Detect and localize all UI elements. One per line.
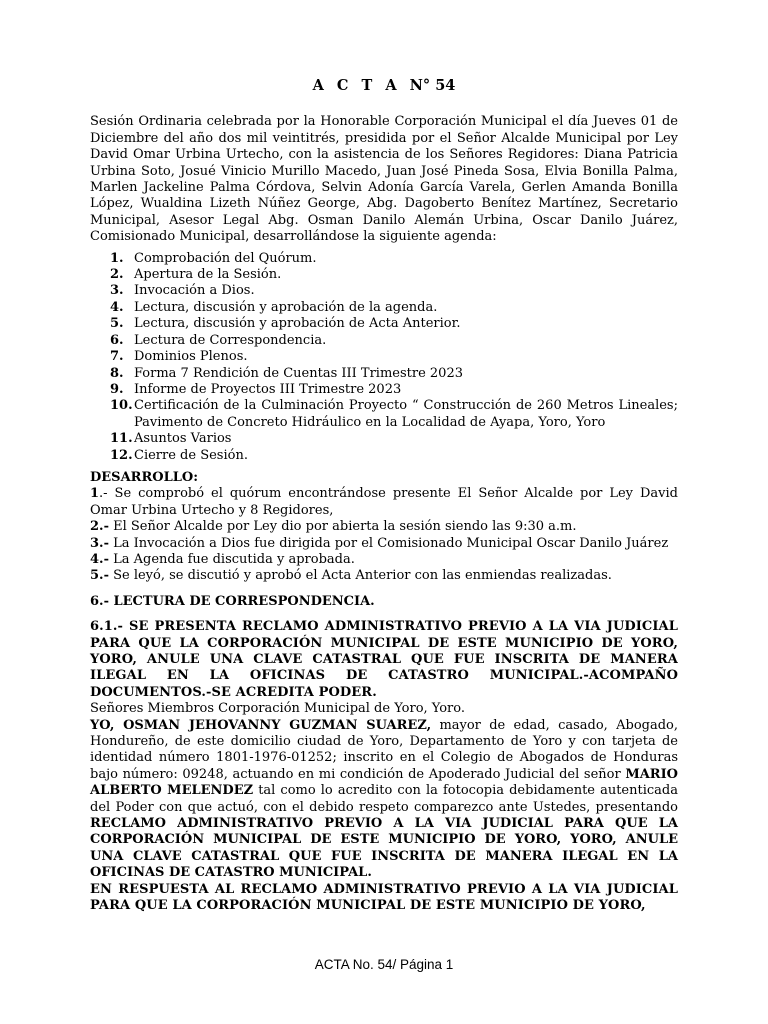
agenda-text: Comprobación del Quórum. [134, 250, 317, 266]
agenda-number: 12. [110, 447, 133, 463]
lawyer-name: YO, OSMAN JEHOVANNY GUZMAN SUAREZ, [90, 717, 432, 733]
agenda-number: 7. [110, 349, 124, 365]
agenda-item [90, 283, 678, 299]
desarrollo-heading: DESARROLLO: [90, 469, 198, 485]
page-footer: ACTA No. 54/ Página 1 [314, 957, 454, 972]
agenda-item [90, 398, 678, 431]
body-paragraph [90, 718, 678, 882]
agenda-number: 1. [110, 250, 124, 266]
response-paragraph: EN RESPUESTA AL RECLAMO ADMINISTRATIVO PREVIO A LA VIA JUDICIAL PARA QUE LA CORPORACIÓN MUNICIPAL DE ESTE MUNICIPIO DE YORO, [90, 881, 678, 914]
spacer [90, 585, 678, 594]
desarrollo-section [90, 470, 678, 585]
desarrollo-item [90, 568, 678, 584]
desarrollo-text: El Señor Alcalde por Ley dio por abierta la sesión siendo las 9:30 a.m. [108, 519, 577, 535]
agenda-number: 9. [110, 381, 124, 397]
agenda-item [90, 300, 678, 316]
agenda-item [90, 251, 678, 267]
agenda-text: Forma 7 Rendición de Cuentas III Trimestre 2023 [134, 365, 463, 381]
agenda-number: 10. [110, 398, 133, 414]
agenda-item [90, 382, 678, 398]
agenda-item [90, 333, 678, 349]
agenda-text: Cierre de Sesión. [134, 447, 248, 463]
desarrollo-item [90, 519, 678, 535]
agenda-number: 11. [110, 431, 133, 447]
salutation: Señores Miembros Corporación Municipal de Yoro, Yoro. [90, 701, 466, 717]
agenda-text: Certificación de la Culminación Proyecto “ Construcción de 260 Metros Lineales; Pavimento de Concreto Hidráulico en la Localidad de Ayapa, Yoro, Yoro [134, 398, 678, 430]
agenda-text: Lectura, discusión y aprobación de la agenda. [134, 299, 438, 315]
agenda-text: Asuntos Varios [134, 431, 232, 447]
agenda-text: Dominios Plenos. [134, 349, 248, 365]
agenda-number: 3. [110, 283, 124, 299]
correspondencia-subheading: 6.1.- SE PRESENTA RECLAMO ADMINISTRATIVO PREVIO A LA VIA JUDICIAL PARA QUE LA CORPORACIÓN MUNICIPAL DE ESTE MUNICIPIO DE YORO, YORO, ANULE UNA CLAVE CATASTRAL QUE FUE INSCRITA DE MANERA ILEGAL EN LA OFICINAS DE CATASTRO MUNICIPAL.-ACOMPAÑO DOCUMENTOS.-SE ACREDITA PODER. [90, 619, 678, 700]
agenda-item [90, 431, 678, 447]
agenda-number: 2. [110, 267, 124, 283]
claim-text: RECLAMO ADMINISTRATIVO PREVIO A LA VIA JUDICIAL PARA QUE LA CORPORACIÓN MUNICIPAL DE ESTE MUNICIPIO DE YORO, YORO, ANULE UNA CLAVE CATASTRAL QUE FUE INSCRITA DE MANERA ILEGAL EN LA OFICINAS DE CATASTRO MUNICIPAL. [90, 816, 678, 881]
intro-paragraph: Sesión Ordinaria celebrada por la Honorable Corporación Municipal el día Jueves 01 de Diciembre del año dos mil veintitrés, presidida por el Señor Alcalde Municipal por Ley David Omar Urbina Urtecho, con la asistencia de los Señores Regidores: Diana Patricia Urbina Soto, Josué Vinicio Murillo Macedo, Juan José Pineda Sosa, Elvia Bonilla Palma, Marlen Jackeline Palma Córdova, Selvin Adonía García Varela, Gerlen Amanda Bonilla López, Wualdina Lizeth Núñez George, Abg. Dagoberto Benítez Martínez, Secretario Municipal, Asesor Legal Abg. Osman Danilo Alemán Urbina, Oscar Danilo Juárez, Comisionado Municipal, desarrollándose la siguiente agenda: [90, 114, 678, 245]
desarrollo-number: 2.- [90, 519, 109, 535]
desarrollo-number: 1 [90, 486, 100, 502]
desarrollo-item [90, 552, 678, 568]
desarrollo-text: La Invocación a Dios fue dirigida por el Comisionado Municipal Oscar Danilo Juárez [108, 535, 669, 551]
agenda-text: Informe de Proyectos III Trimestre 2023 [134, 381, 402, 397]
client-name: MARIO ALBERTO MELENDEZ [90, 766, 678, 799]
title-prefix: A C T A [312, 77, 401, 94]
agenda-item [90, 366, 678, 382]
desarrollo-item [90, 486, 678, 519]
body-text-1: mayor de edad, casado, Abogado, Hondureño, de este domicilio ciudad de Yoro, Departamento de Yoro y con tarjeta de identidad número 1801-1976-01252; inscrito en el Colegio de Abogados de Honduras bajo número: 09248, actuando en mi condición de Apoderado Judicial del señor [90, 717, 679, 782]
desarrollo-text: La Agenda fue discutida y aprobada. [108, 551, 355, 567]
agenda-item [90, 448, 678, 464]
agenda-number: 5. [110, 316, 124, 332]
agenda-text: Lectura, discusión y aprobación de Acta Anterior. [134, 316, 461, 332]
agenda-text: Apertura de la Sesión. [134, 267, 282, 283]
title-number: N° 54 [409, 77, 456, 94]
desarrollo-number: 3.- [90, 535, 109, 551]
page-content [90, 78, 678, 915]
desarrollo-text: Se leyó, se discutió y aprobó el Acta Anterior con las enmiendas realizadas. [108, 568, 612, 584]
desarrollo-number: 4.- [90, 551, 109, 567]
spacer [90, 610, 678, 619]
correspondencia-heading: 6.- LECTURA DE CORRESPONDENCIA. [90, 593, 375, 609]
agenda-text: Invocación a Dios. [134, 283, 255, 299]
desarrollo-item [90, 536, 678, 552]
desarrollo-number: 5.- [90, 568, 109, 584]
agenda-item [90, 316, 678, 332]
agenda-item [90, 267, 678, 283]
agenda-item [90, 349, 678, 365]
agenda-text: Lectura de Correspondencia. [134, 332, 327, 348]
agenda-list [90, 251, 678, 464]
body-text-2: tal como lo acredito con la fotocopia debidamente autenticada del Poder con que actuó, con el debido respeto comparezco ante Ustedes, presentando [90, 783, 678, 815]
document-title [90, 78, 678, 94]
agenda-number: 4. [110, 299, 124, 315]
agenda-number: 8. [110, 365, 124, 381]
desarrollo-text: .- Se comprobó el quórum encontrándose presente El Señor Alcalde por Ley David Omar Urbina Urtecho y 8 Regidores, [90, 486, 678, 518]
agenda-number: 6. [110, 332, 124, 348]
